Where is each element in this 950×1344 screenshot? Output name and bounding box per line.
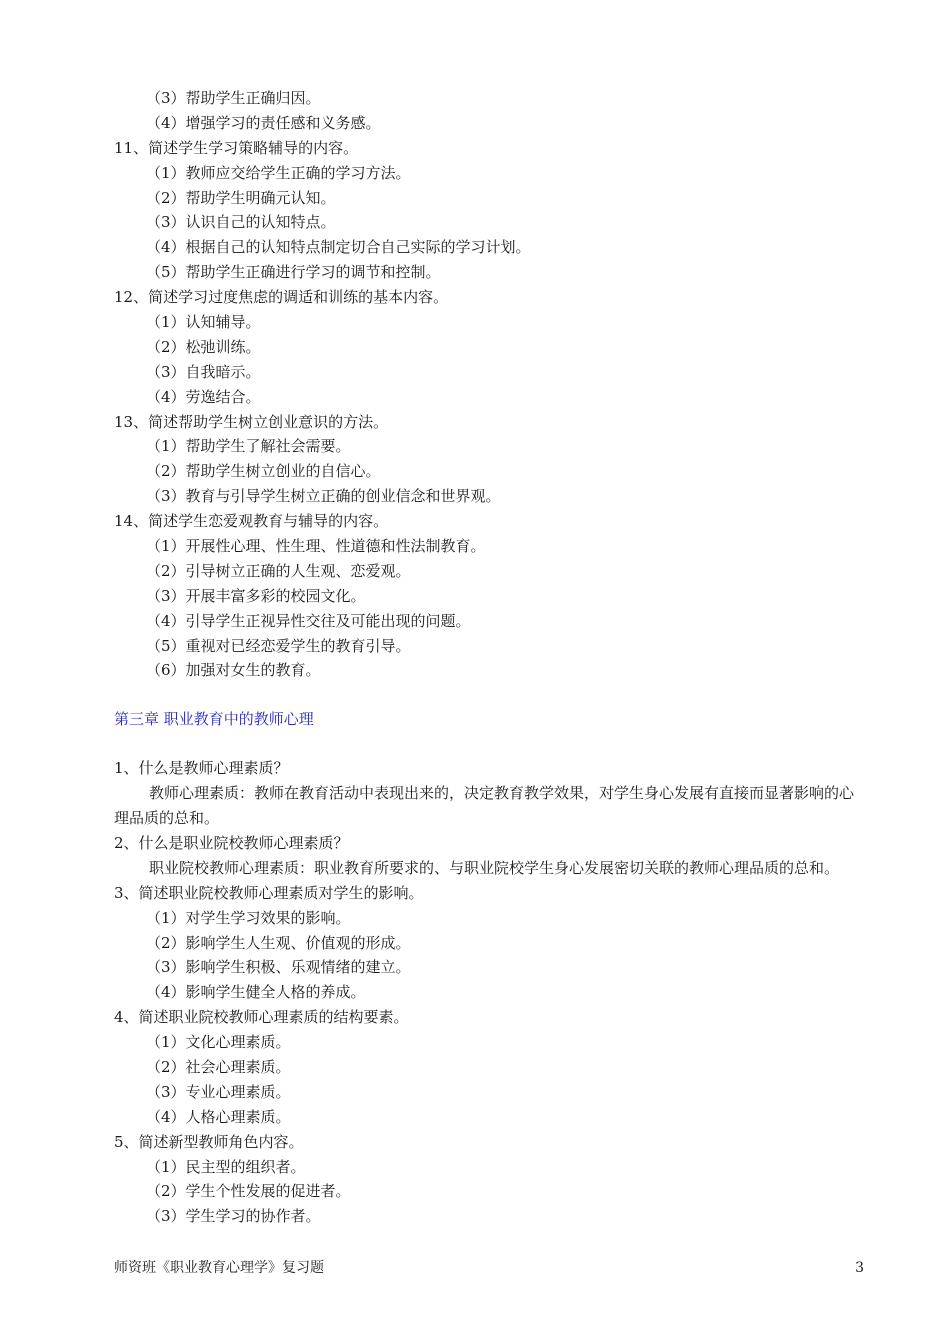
answer-item: （2）松弛训练。 [146, 337, 261, 356]
page-content [114, 86, 864, 1229]
question-heading: 11、简述学生学习策略辅导的内容。 [114, 138, 359, 157]
answer-item: （2）帮助学生树立创业的自信心。 [146, 462, 381, 481]
answer-item: （5）重视对已经恋爱学生的教育引导。 [146, 636, 411, 655]
answer-item: （3）认识自己的认知特点。 [146, 213, 336, 232]
answer-item: （4）劳逸结合。 [146, 387, 261, 406]
answer-item: （2）学生个性发展的促进者。 [146, 1182, 351, 1201]
answer-item: （3）帮助学生正确归因。 [146, 89, 321, 107]
answer-item: （3）影响学生积极、乐观情绪的建立。 [146, 958, 411, 977]
answer-item: （2）社会心理素质。 [146, 1058, 291, 1076]
question-heading: 13、简述帮助学生树立创业意识的方法。 [114, 412, 389, 431]
answer-item: （2）引导树立正确的人生观、恋爱观。 [146, 561, 411, 580]
answer-item: （3）专业心理素质。 [146, 1082, 291, 1101]
definition-paragraph: 职业院校教师心理素质：职业教育所要求的、与职业院校学生身心发展密切关联的教师心理品质的总和。 [149, 858, 840, 877]
answer-item: （3）开展丰富多彩的校园文化。 [146, 586, 366, 605]
answer-item: （4）增强学习的责任感和义务感。 [146, 113, 381, 132]
answer-item: （5）帮助学生正确进行学习的调节和控制。 [146, 263, 441, 282]
footer-title: 师资班《职业教育心理学》复习题 [114, 1260, 324, 1276]
question-heading: 4、简述职业院校教师心理素质的结构要素。 [114, 1008, 409, 1027]
section-student-guidance [114, 86, 864, 683]
answer-item: （3）学生学习的协作者。 [146, 1207, 321, 1226]
page-number: 3 [855, 1260, 864, 1276]
answer-item: （6）加强对女生的教育。 [146, 661, 321, 680]
answer-item: （4）影响学生健全人格的养成。 [146, 983, 366, 1002]
answer-item: （1）民主型的组织者。 [146, 1157, 306, 1176]
answer-item: （1）认知辅导。 [146, 313, 261, 332]
answer-item: （1）教师应交给学生正确的学习方法。 [146, 163, 411, 182]
question-heading: 12、简述学习过度焦虑的调适和训练的基本内容。 [114, 288, 449, 307]
answer-item: （2）影响学生人生观、价值观的形成。 [146, 933, 411, 952]
question-heading: 2、什么是职业院校教师心理素质？ [114, 833, 349, 852]
answer-item: （1）帮助学生了解社会需要。 [146, 437, 351, 456]
answer-item: （4）人格心理素质。 [146, 1107, 291, 1126]
answer-item: （3）自我暗示。 [146, 362, 261, 381]
question-heading: 14、简述学生恋爱观教育与辅导的内容。 [114, 512, 389, 531]
section-teacher-psychology [114, 756, 864, 1229]
answer-item: （1）文化心理素质。 [146, 1033, 291, 1052]
chapter-heading: 第三章 职业教育中的教师心理 [114, 710, 314, 729]
question-heading: 1、什么是教师心理素质？ [114, 759, 289, 778]
answer-item: （1）开展性心理、性生理、性道德和性法制教育。 [146, 537, 486, 556]
answer-item: （4）根据自己的认知特点制定切合自己实际的学习计划。 [146, 238, 531, 257]
answer-item: （4）引导学生正视异性交往及可能出现的问题。 [146, 611, 471, 630]
definition-paragraph: 教师心理素质：教师在教育活动中表现出来的，决定教育教学效果，对学生身心发展有直接而显著影响的心理品质的总和。 [114, 784, 855, 828]
question-heading: 3、简述职业院校教师心理素质对学生的影响。 [114, 883, 424, 902]
answer-item: （2）帮助学生明确元认知。 [146, 188, 336, 207]
answer-item: （3）教育与引导学生树立正确的创业信念和世界观。 [146, 487, 501, 506]
answer-item: （1）对学生学习效果的影响。 [146, 908, 351, 927]
question-heading: 5、简述新型教师角色内容。 [114, 1132, 304, 1151]
